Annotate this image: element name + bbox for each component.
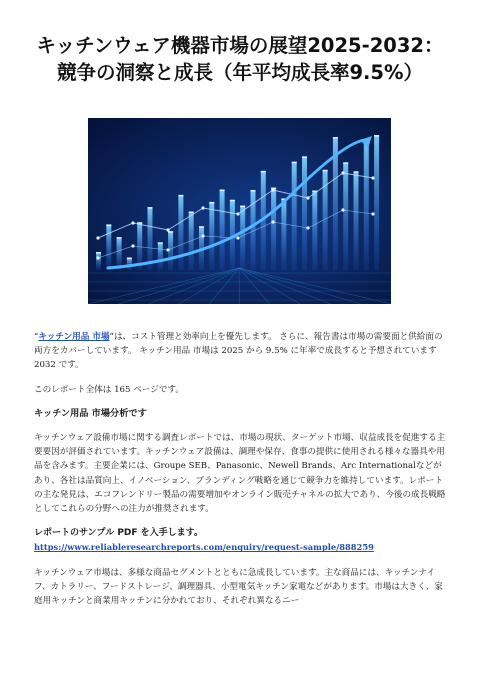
glow-bar-cap bbox=[158, 242, 163, 244]
rising-bar-chart-illustration bbox=[88, 118, 391, 304]
glow-bar bbox=[117, 237, 122, 270]
glow-bar-cap bbox=[323, 170, 328, 172]
trend-dot bbox=[166, 248, 169, 251]
glow-bar-cap bbox=[127, 258, 132, 260]
trend-dot bbox=[201, 234, 204, 237]
glow-bar bbox=[374, 135, 379, 270]
sample-heading: レポートのサンプル PDF を入手します。 bbox=[34, 528, 203, 539]
glow-bar-cap bbox=[354, 171, 359, 173]
glow-bar-cap bbox=[240, 206, 245, 208]
trend-dot bbox=[371, 176, 374, 179]
analysis-paragraph: キッチンウェア設備市場に関する調査レポートでは、市場の現状、ターゲット市場、収益成長を促進する主要要因が評価されています。キッチンウェア設備は、調理や保存、食事の提供に使用される様々な器具や用品を含みます。主要企業には、Groupe SEB、Panasonic、Newell Brands、Arc Internationalなどがあり、各社は品質向上、イノベーション、ブランディング戦略を通じて競争力を維持しています。レポートの主な発見は、エコフレンドリー製品の需要増加やオンライン販売チャネルの拡大であり、今後の成長戦略としてこれらの分野への注力が推奨されます。 bbox=[34, 433, 446, 515]
trend-dot bbox=[166, 228, 169, 231]
glow-bar-cap bbox=[148, 207, 153, 209]
trend-dot bbox=[306, 226, 309, 229]
trend-dot bbox=[271, 220, 274, 223]
glow-bar-cap bbox=[96, 252, 101, 254]
glow-bar-cap bbox=[178, 195, 183, 197]
trend-dot bbox=[96, 256, 99, 259]
glow-bar bbox=[127, 258, 132, 270]
glow-bar-cap bbox=[292, 162, 297, 164]
sample-block bbox=[34, 526, 446, 555]
market-link[interactable]: キッチン用品 市場 bbox=[38, 332, 110, 342]
glow-bar bbox=[220, 190, 225, 270]
glow-bar-cap bbox=[106, 224, 111, 226]
pages-note: このレポート全体は 165 ページです。 bbox=[34, 384, 184, 395]
trend-dot bbox=[201, 206, 204, 209]
trend-dot bbox=[96, 236, 99, 239]
glow-bar-cap bbox=[199, 226, 204, 228]
glow-bar bbox=[354, 171, 359, 270]
section-heading: キッチン用品 市場分析です bbox=[34, 407, 147, 419]
glow-bar bbox=[209, 202, 214, 270]
glow-bar-cap bbox=[230, 200, 235, 202]
glow-bar bbox=[96, 252, 101, 270]
trend-dot bbox=[341, 171, 344, 174]
trend-dot bbox=[271, 188, 274, 191]
glow-bar bbox=[271, 188, 276, 270]
trend-dot bbox=[371, 212, 374, 215]
trend-dot bbox=[341, 208, 344, 211]
glow-bar bbox=[158, 242, 163, 270]
glow-bar-cap bbox=[209, 202, 214, 204]
glow-bar-cap bbox=[343, 162, 348, 164]
glow-bar-cap bbox=[251, 190, 256, 192]
document-title: キッチンウェア機器市場の展望2025-2032：競争の洞察と成長（年平均成長率9.5%） bbox=[36, 34, 444, 84]
trend-dot bbox=[236, 212, 239, 215]
glow-bar bbox=[281, 198, 286, 270]
trend-dot bbox=[236, 236, 239, 239]
glow-bar bbox=[178, 195, 183, 270]
intro-paragraph bbox=[34, 330, 446, 373]
glow-bar-cap bbox=[117, 237, 122, 239]
glow-bar-cap bbox=[261, 171, 266, 173]
glow-bar-cap bbox=[168, 231, 173, 233]
intro-text: は、コスト管理と効率向上を優先します。 さらに、報告書は市場の需要面と供給面の両方をカバーしています。 キッチン用品 市場は 2025 から 9.5% に年率で成長すると予想されています2032 です。 bbox=[34, 332, 443, 371]
glow-bar bbox=[343, 162, 348, 270]
glow-bar bbox=[302, 156, 307, 270]
trend-dot bbox=[131, 244, 134, 247]
quote-close: ” bbox=[109, 332, 114, 342]
glow-bar-cap bbox=[189, 212, 194, 214]
glow-bar bbox=[106, 224, 111, 270]
closing-paragraph: キッチンウェア市場は、多様な商品セグメントとともに急成長しています。主な商品には、キッチンナイフ、カトラリー、フードストレージ、調理器具、小型電気キッチン家電などがあります。市場は大きく、家庭用キッチンと商業用キッチンに分かれており、それぞれ異なるニー bbox=[34, 567, 443, 607]
glow-bar bbox=[312, 191, 317, 270]
trend-dot bbox=[306, 196, 309, 199]
document-body bbox=[34, 330, 446, 618]
quote-open: “ bbox=[34, 332, 39, 342]
glow-bar bbox=[240, 206, 245, 270]
glow-bar-cap bbox=[374, 135, 379, 137]
trend-dot bbox=[131, 221, 134, 224]
glow-bar bbox=[148, 207, 153, 270]
glow-bar bbox=[364, 140, 369, 270]
glow-bar-cap bbox=[220, 190, 225, 192]
glow-bar bbox=[292, 162, 297, 270]
sample-url-link[interactable]: https://www.reliableresearchreports.com/enquiry/request-sample/888259 bbox=[34, 542, 374, 553]
glow-bar-cap bbox=[302, 156, 307, 158]
glow-bar-cap bbox=[333, 137, 338, 139]
